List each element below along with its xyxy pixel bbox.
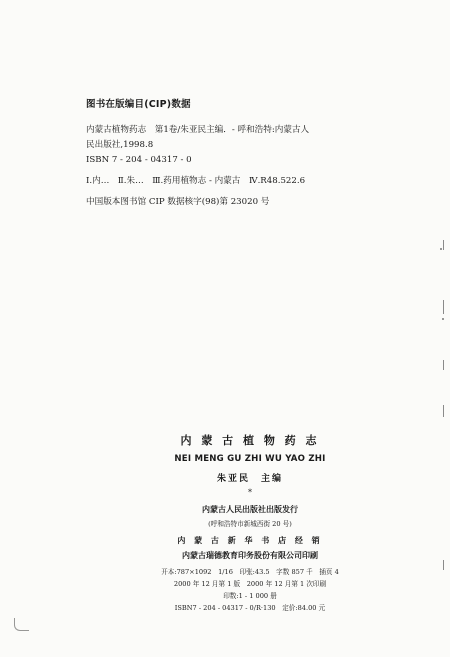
- scan-speck: [440, 248, 442, 250]
- cip-number: 中国版本图书馆 CIP 数据核字(98)第 23020 号: [86, 197, 270, 207]
- format-spec: 开本:787×1092 1/16 印张:43.5 字数 857 千 插页 4: [161, 568, 339, 576]
- book-title: 内 蒙 古 植 物 药 志: [180, 434, 320, 447]
- cip-classification: Ⅰ.内… Ⅱ.朱… Ⅲ.药用植物志 - 内蒙古 Ⅳ.R48.522.6: [86, 176, 306, 186]
- separator-star: *: [248, 488, 252, 497]
- scan-smudge: [14, 618, 29, 631]
- printer: 内蒙古瑞德教育印务股份有限公司印刷: [182, 551, 318, 560]
- scan-mark: [443, 405, 444, 417]
- book-title-pinyin: NEI MENG GU ZHI WU YAO ZHI: [174, 454, 326, 464]
- colophon-block: [150, 432, 350, 614]
- scan-mark: [443, 300, 444, 314]
- editor-credit: 朱亚民 主编: [216, 474, 283, 484]
- cip-isbn: ISBN 7 - 204 - 04317 - 0: [86, 155, 192, 165]
- print-run: 印数:1 - 1 000 册: [223, 592, 277, 600]
- publisher-address: (呼和浩特市新城西街 20 号): [208, 520, 292, 528]
- cip-entry-line-1: 内蒙古植物药志 第1卷/朱亚民主编．- 呼和浩特:内蒙古人: [86, 125, 310, 135]
- scan-mark: [443, 360, 444, 370]
- isbn-price: ISBN7 - 204 - 04317 - 0/R·130 定价:84.00 元: [174, 604, 326, 612]
- edition-info: 2000 年 12 月第 1 版 2000 年 12 月第 1 次印刷: [173, 580, 327, 588]
- cip-entry-line-2: 民出版社,1998.8: [86, 140, 154, 150]
- scan-mark: [443, 560, 444, 570]
- cip-block: [86, 96, 416, 210]
- scan-mark: [443, 240, 444, 250]
- distributor: 内 蒙 古 新 华 书 店 经 销: [177, 536, 323, 545]
- scan-speck: [442, 318, 444, 320]
- publisher: 内蒙古人民出版社出版发行: [202, 505, 298, 514]
- cip-title: 图书在版编目(CIP)数据: [86, 99, 191, 110]
